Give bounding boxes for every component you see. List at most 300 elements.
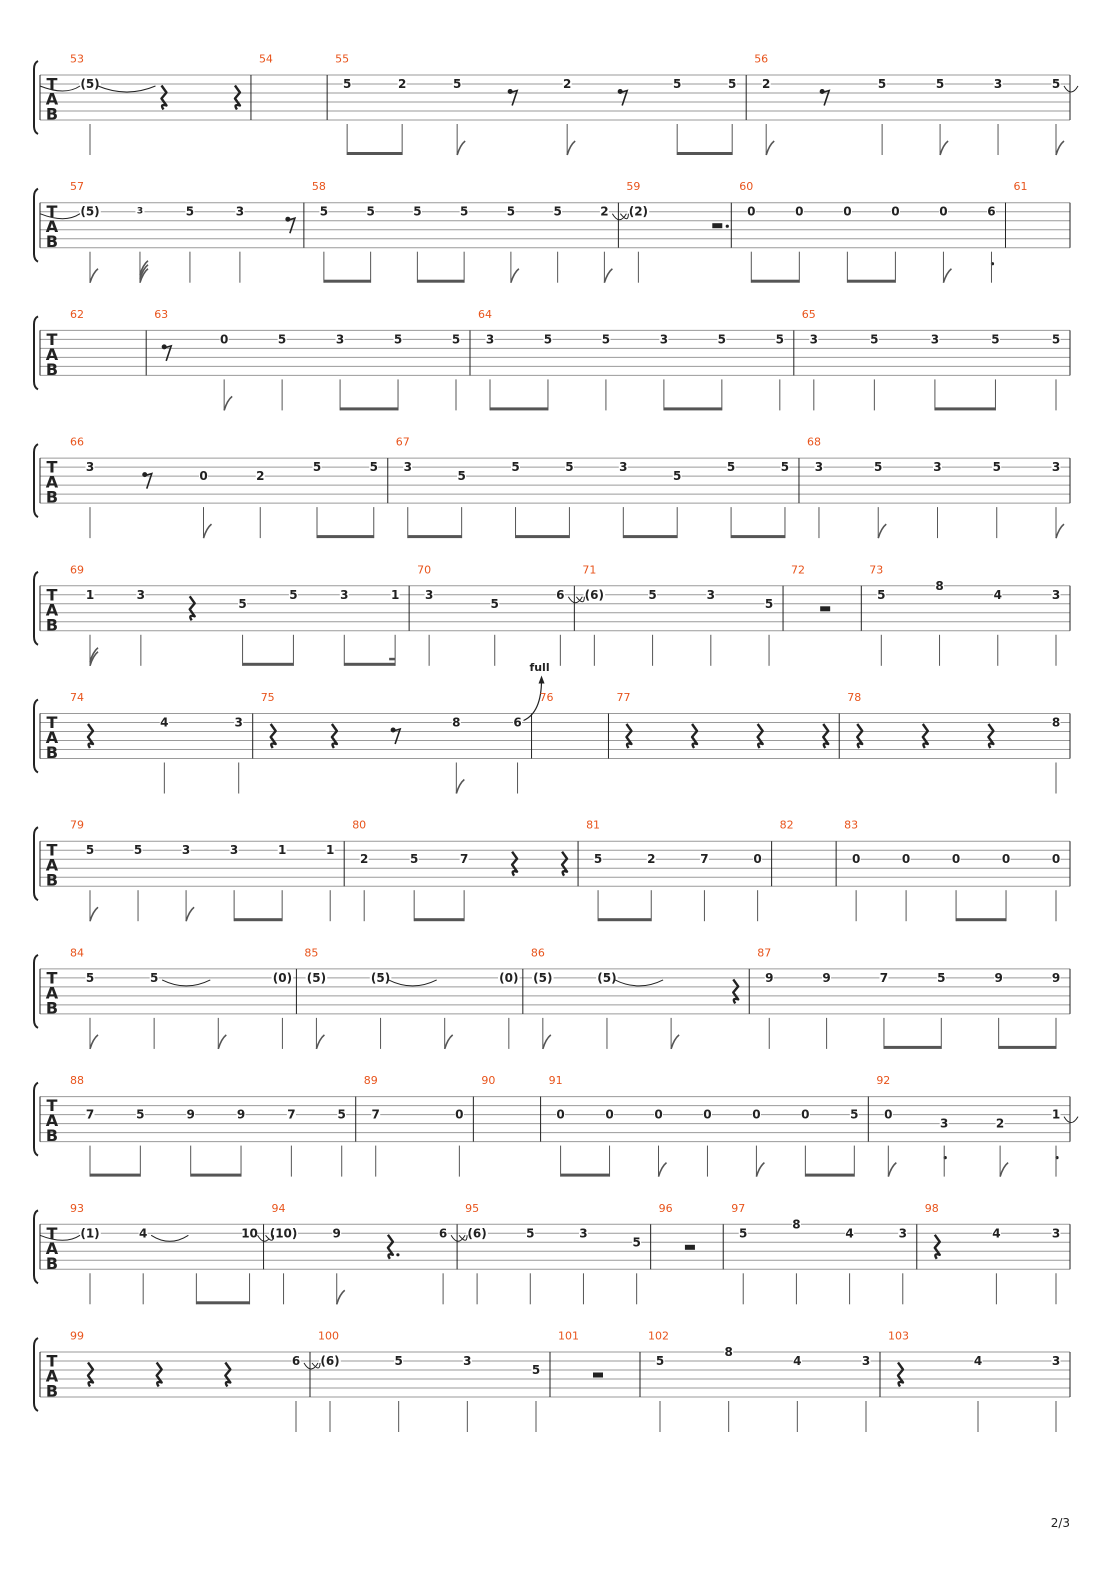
measure-number: 99 bbox=[70, 1329, 84, 1343]
fret-number: 5 bbox=[726, 460, 736, 475]
fret-number: 3 bbox=[861, 1354, 871, 1368]
tab-system bbox=[34, 53, 1078, 156]
note-flag bbox=[878, 524, 886, 538]
fret-number: 4 bbox=[139, 1226, 148, 1241]
quarter-rest bbox=[733, 979, 738, 1003]
fret-number: 0 bbox=[901, 852, 911, 867]
fret-number: 3 bbox=[1051, 587, 1061, 602]
fret-number: 0 bbox=[753, 852, 762, 867]
fret-number: 10 bbox=[241, 1226, 258, 1241]
fret-number: (2) bbox=[628, 204, 649, 219]
measure-number: 75 bbox=[260, 691, 275, 704]
measure-number: 89 bbox=[363, 1074, 378, 1088]
quarter-rest bbox=[923, 724, 928, 748]
note-flag bbox=[511, 269, 519, 283]
rest-dot bbox=[396, 1253, 399, 1256]
measure-number: 68 bbox=[806, 435, 821, 449]
quarter-rest bbox=[88, 724, 93, 748]
fret-number: 0 bbox=[884, 1107, 893, 1122]
note-flag bbox=[204, 524, 212, 538]
note-flag bbox=[316, 1035, 324, 1049]
fret-number: 5 bbox=[717, 332, 727, 347]
fret-number: 5 bbox=[655, 1354, 665, 1368]
note-flag bbox=[224, 396, 232, 410]
fret-number: (6) bbox=[467, 1226, 487, 1241]
fret-number: 5 bbox=[312, 460, 322, 475]
tab-measure bbox=[847, 691, 1070, 794]
fret-number: 3 bbox=[229, 843, 239, 858]
note-flag bbox=[337, 1290, 345, 1304]
note-beam bbox=[90, 1174, 140, 1177]
tab-system bbox=[34, 308, 1070, 411]
fret-number: (5) bbox=[597, 970, 617, 985]
tab-clef-letter: T bbox=[46, 74, 58, 94]
fret-number: (5) bbox=[533, 970, 553, 985]
fret-number: 0 bbox=[1051, 852, 1061, 867]
sub-beam bbox=[389, 658, 395, 661]
tab-measure bbox=[478, 308, 794, 411]
tab-measure bbox=[40, 53, 251, 156]
fret-number: 0 bbox=[801, 1107, 810, 1122]
tab-measure bbox=[154, 308, 470, 411]
fret-number: 5 bbox=[593, 852, 603, 867]
fret-number: 3 bbox=[340, 587, 349, 602]
fret-number: 7 bbox=[700, 852, 709, 867]
fret-number: 5 bbox=[850, 1107, 859, 1122]
tab-clef-letter: A bbox=[45, 1366, 59, 1386]
fret-number: 5 bbox=[739, 1226, 748, 1241]
tab-clef-letter: A bbox=[45, 1111, 59, 1131]
measure-number: 96 bbox=[658, 1201, 673, 1215]
fret-number: 3 bbox=[403, 460, 412, 475]
note-beam bbox=[751, 280, 799, 283]
measure-number: 74 bbox=[70, 691, 84, 704]
tab-clef-letter: B bbox=[45, 743, 59, 762]
tab-measure bbox=[739, 180, 1005, 283]
tab-clef-letter: B bbox=[45, 104, 59, 124]
tab-clef-letter: T bbox=[46, 1351, 58, 1371]
fret-number: 4 bbox=[993, 587, 1002, 602]
system-bracket bbox=[34, 1210, 38, 1283]
quarter-rest bbox=[388, 1235, 393, 1259]
measure-number: 97 bbox=[731, 1201, 746, 1215]
tab-clef-letter: A bbox=[45, 855, 59, 875]
note-beam bbox=[677, 152, 732, 155]
fret-number: 3 bbox=[1051, 1354, 1061, 1368]
fret-number: 5 bbox=[531, 1363, 541, 1377]
measure-number: 90 bbox=[481, 1074, 496, 1088]
quarter-rest bbox=[758, 724, 763, 748]
fret-number: 0 bbox=[939, 204, 948, 219]
tab-measure bbox=[70, 1330, 318, 1433]
tab-measure bbox=[70, 563, 409, 666]
fret-number: 9 bbox=[765, 970, 774, 985]
note-beam bbox=[516, 535, 570, 538]
tab-measure bbox=[844, 819, 1070, 922]
fret-number: 3 bbox=[659, 332, 669, 347]
fret-number: 3 bbox=[930, 332, 940, 347]
note-beam bbox=[561, 1174, 610, 1177]
fret-number: 5 bbox=[937, 970, 946, 985]
fret-number: 5 bbox=[992, 460, 1001, 475]
fret-number: 0 bbox=[851, 852, 861, 867]
fret-number: 5 bbox=[526, 1226, 535, 1241]
fret-number: 3 bbox=[619, 460, 628, 475]
note-beam bbox=[340, 407, 398, 410]
note-flag bbox=[671, 1035, 679, 1049]
fret-number: 2 bbox=[600, 204, 609, 219]
measure-number: 55 bbox=[335, 52, 350, 66]
system-bracket bbox=[34, 316, 38, 389]
fret-number: 7 bbox=[85, 1107, 95, 1122]
fret-number: 5 bbox=[136, 1107, 145, 1122]
note-beam bbox=[344, 663, 395, 666]
tie-arc bbox=[389, 980, 437, 986]
measure-number: 103 bbox=[888, 1329, 909, 1343]
measure-number: 63 bbox=[154, 307, 169, 321]
measure-number: 67 bbox=[395, 435, 410, 449]
tab-measure bbox=[780, 819, 837, 887]
quarter-rest bbox=[161, 86, 166, 110]
measure-number: 53 bbox=[70, 52, 84, 66]
fret-number: 9 bbox=[822, 970, 831, 985]
tab-clef-letter: A bbox=[45, 217, 59, 237]
measure-number: 77 bbox=[616, 691, 631, 704]
fret-number: 5 bbox=[1051, 77, 1061, 91]
system-bracket bbox=[34, 444, 38, 517]
fret-number: 5 bbox=[85, 970, 95, 985]
note-beam bbox=[598, 918, 651, 921]
note-beam bbox=[805, 1174, 854, 1177]
fret-number: 4 bbox=[160, 715, 169, 730]
fret-number: (1) bbox=[80, 1226, 100, 1241]
page-number: 2/3 bbox=[1050, 1516, 1070, 1530]
fret-number: 0 bbox=[752, 1107, 761, 1122]
fret-number: 1 bbox=[1051, 1107, 1061, 1122]
fret-number: 1 bbox=[390, 587, 400, 602]
tab-measure bbox=[531, 946, 749, 1049]
fret-number: 1 bbox=[326, 843, 335, 858]
fret-number: 7 bbox=[459, 852, 469, 867]
tab-measure bbox=[312, 1330, 550, 1433]
tab-measure bbox=[261, 661, 550, 794]
tab-measure bbox=[352, 819, 578, 922]
tie-arc bbox=[162, 980, 210, 986]
fret-number: 3 bbox=[1051, 1226, 1061, 1241]
note-flag bbox=[457, 141, 465, 155]
note-beam bbox=[664, 407, 722, 410]
quarter-rest bbox=[935, 1235, 940, 1259]
tab-clef-letter: T bbox=[46, 713, 58, 732]
fret-number: 3 bbox=[993, 77, 1003, 91]
fret-number: 0 bbox=[747, 204, 756, 219]
fret-number: 5 bbox=[337, 1107, 346, 1122]
tab-clef-letter: B bbox=[45, 1126, 59, 1146]
measure-number: 71 bbox=[582, 563, 597, 577]
fret-number: 3 bbox=[485, 332, 495, 347]
tab-system bbox=[34, 180, 1070, 283]
fret-number: 5 bbox=[457, 469, 466, 484]
measure-number: 64 bbox=[478, 307, 492, 321]
fret-number: 5 bbox=[409, 852, 419, 867]
fret-number: 0 bbox=[891, 204, 900, 219]
measure-number: 60 bbox=[739, 180, 754, 194]
system-bracket bbox=[34, 189, 38, 262]
measure-number: 54 bbox=[258, 52, 273, 66]
note-flag bbox=[604, 269, 612, 283]
fret-number: 3 bbox=[335, 332, 345, 347]
tab-measure bbox=[417, 563, 582, 666]
note-flag bbox=[940, 141, 948, 155]
tab-measure bbox=[335, 53, 746, 156]
fret-number: 5 bbox=[366, 204, 375, 219]
note-flag bbox=[888, 1163, 896, 1177]
tab-measure bbox=[70, 819, 344, 922]
fret-number: 5 bbox=[393, 332, 403, 347]
tab-measure bbox=[40, 180, 304, 283]
fret-number: 5 bbox=[133, 843, 143, 858]
fret-number: 5 bbox=[764, 596, 774, 611]
fret-number: 5 bbox=[775, 332, 784, 347]
note-flag bbox=[90, 907, 98, 921]
fret-number: 6 bbox=[513, 715, 522, 730]
measure-number: 80 bbox=[352, 818, 367, 832]
system-bracket bbox=[34, 700, 38, 773]
fret-number: 5 bbox=[506, 204, 516, 219]
fret-number: 0 bbox=[455, 1107, 464, 1122]
tab-measure bbox=[540, 691, 609, 759]
note-beam bbox=[490, 407, 548, 410]
fret-number: 5 bbox=[991, 332, 1000, 347]
quarter-rest bbox=[190, 596, 195, 620]
fret-number: 7 bbox=[371, 1107, 380, 1122]
fret-number: 3 bbox=[235, 204, 245, 219]
tab-clef-letter: T bbox=[46, 968, 58, 988]
tab-measure bbox=[876, 1074, 1078, 1177]
tab-measure bbox=[757, 946, 1070, 1049]
tab-clef-letter: A bbox=[45, 600, 59, 620]
fret-number: (5) bbox=[370, 970, 391, 985]
fret-number: 5 bbox=[238, 596, 247, 611]
measure-number: 65 bbox=[801, 307, 816, 321]
measure-number: 69 bbox=[70, 563, 84, 577]
tab-measure bbox=[481, 1074, 540, 1142]
fret-number: 0 bbox=[951, 852, 961, 867]
fret-number: 5 bbox=[451, 332, 461, 347]
tab-measure bbox=[70, 308, 146, 376]
tab-clef-letter: A bbox=[45, 983, 59, 1003]
fret-number: 5 bbox=[877, 587, 886, 602]
whole-rest bbox=[593, 1373, 603, 1378]
note-beam bbox=[884, 1046, 941, 1049]
fret-number: 5 bbox=[394, 1354, 403, 1368]
fret-number: 2 bbox=[762, 77, 771, 91]
fret-number: (5) bbox=[306, 970, 327, 985]
fret-number: 0 bbox=[843, 204, 852, 219]
note-flag bbox=[90, 1035, 98, 1049]
quarter-rest bbox=[823, 724, 828, 748]
note-beam bbox=[623, 535, 677, 538]
tab-clef-letter: B bbox=[45, 359, 59, 379]
fret-number: 4 bbox=[973, 1354, 983, 1368]
tab-measure bbox=[807, 436, 1070, 538]
note-flag bbox=[943, 269, 951, 283]
fret-number: (0) bbox=[272, 970, 293, 985]
tie-arc bbox=[612, 214, 626, 220]
tab-measure bbox=[620, 180, 731, 283]
fret-number: 5 bbox=[452, 77, 462, 91]
tab-system bbox=[34, 1202, 1070, 1305]
tab-clef-letter: A bbox=[45, 89, 59, 109]
fret-number: 6 bbox=[556, 587, 565, 602]
measure-number: 91 bbox=[548, 1074, 563, 1088]
fret-number: 5 bbox=[511, 460, 520, 475]
tie-arc bbox=[568, 597, 582, 603]
system-bracket bbox=[34, 1083, 38, 1156]
note-beam bbox=[324, 280, 371, 283]
tab-measure bbox=[70, 1074, 356, 1177]
system-bracket bbox=[34, 1338, 38, 1411]
note-flag bbox=[1000, 1163, 1008, 1177]
tab-clef-letter: T bbox=[46, 585, 58, 605]
fret-number: 0 bbox=[703, 1107, 712, 1122]
tab-measure bbox=[791, 563, 861, 631]
quarter-rest bbox=[562, 852, 567, 876]
fret-number: 2 bbox=[360, 852, 369, 867]
fret-number: 3 bbox=[234, 715, 243, 730]
measure-number: 58 bbox=[311, 180, 326, 194]
tie-arc bbox=[615, 980, 663, 986]
system-bracket bbox=[34, 572, 38, 645]
note-beam bbox=[847, 280, 895, 283]
fret-number: 9 bbox=[332, 1226, 341, 1241]
measure-number: 59 bbox=[626, 180, 641, 194]
tab-measure bbox=[586, 819, 772, 922]
note-beam bbox=[347, 152, 402, 155]
fret-number: 9 bbox=[236, 1107, 246, 1122]
measure-number: 93 bbox=[70, 1201, 84, 1215]
fret-number: 3 bbox=[940, 1116, 949, 1131]
tab-measure bbox=[648, 1330, 880, 1433]
fret-number: 3 bbox=[85, 460, 95, 475]
tab-clef-letter: T bbox=[46, 202, 58, 222]
tie-arc bbox=[451, 1235, 465, 1241]
tab-measure bbox=[40, 1202, 272, 1305]
fret-number: 2 bbox=[256, 469, 265, 484]
tab-clef-letter: T bbox=[46, 840, 58, 860]
note-flag bbox=[186, 907, 194, 921]
fret-number: 0 bbox=[1001, 852, 1011, 867]
tab-clef-letter: A bbox=[45, 344, 59, 364]
fret-number: 5 bbox=[319, 204, 329, 219]
fret-number: 8 bbox=[452, 715, 461, 730]
measure-number: 78 bbox=[847, 691, 862, 704]
measure-number: 56 bbox=[754, 52, 769, 66]
system-bracket bbox=[34, 827, 38, 900]
tab-system bbox=[34, 563, 1070, 666]
measure-number: 102 bbox=[648, 1329, 669, 1343]
tab-clef-letter: T bbox=[46, 1223, 58, 1243]
tab-measure bbox=[558, 1330, 640, 1398]
note-beam bbox=[191, 1174, 241, 1177]
measure-number: 86 bbox=[530, 946, 545, 960]
fret-number: 2 bbox=[562, 77, 572, 91]
fret-number: 0 bbox=[795, 204, 804, 219]
measure-number: 72 bbox=[791, 563, 806, 577]
measure-number: 62 bbox=[70, 307, 84, 321]
fret-number: 2 bbox=[397, 77, 407, 91]
quarter-rest bbox=[235, 86, 240, 110]
fret-number: 0 bbox=[605, 1107, 614, 1122]
whole-rest bbox=[820, 606, 830, 611]
note-flag bbox=[543, 1035, 551, 1049]
tab-clef-letter: T bbox=[46, 329, 58, 349]
measure-number: 87 bbox=[757, 946, 772, 960]
measure-number: 61 bbox=[1013, 180, 1028, 194]
tab-measure bbox=[731, 1202, 917, 1305]
tab-measure bbox=[70, 691, 253, 794]
fret-number: 5 bbox=[289, 587, 298, 602]
bend-arrow bbox=[539, 676, 545, 684]
fret-number: (10) bbox=[269, 1226, 298, 1241]
measure-number: 66 bbox=[70, 435, 84, 449]
fret-number: 5 bbox=[780, 460, 790, 475]
tab-system bbox=[34, 1074, 1078, 1177]
system-bracket bbox=[34, 955, 38, 1028]
note-flag bbox=[756, 1163, 764, 1177]
fret-number: 5 bbox=[277, 332, 287, 347]
tab-measure bbox=[259, 53, 327, 121]
fret-number: 1 bbox=[277, 843, 287, 858]
measure-number: 94 bbox=[271, 1201, 286, 1215]
note-beam bbox=[243, 663, 294, 666]
fret-number: (5) bbox=[80, 77, 100, 91]
tab-measure bbox=[869, 563, 1070, 666]
tab-measure bbox=[754, 53, 1078, 156]
quarter-rest bbox=[157, 1363, 162, 1387]
quarter-rest bbox=[271, 724, 276, 748]
fret-number: 2 bbox=[647, 852, 656, 867]
fret-number: 5 bbox=[673, 77, 682, 91]
half-rest bbox=[712, 223, 722, 228]
fret-number: 3 bbox=[809, 332, 818, 347]
fret-number: 5 bbox=[185, 204, 195, 219]
tab-measure bbox=[459, 1202, 651, 1305]
tab-clef-letter: T bbox=[46, 1096, 58, 1116]
fret-number: 4 bbox=[845, 1226, 854, 1241]
measure-number: 95 bbox=[465, 1201, 480, 1215]
measure-number: 79 bbox=[70, 818, 84, 832]
system-bracket bbox=[34, 61, 38, 134]
quarter-rest bbox=[898, 1363, 903, 1387]
measure-number: 73 bbox=[869, 563, 884, 577]
measure-number: 98 bbox=[924, 1201, 939, 1215]
measure-number: 70 bbox=[417, 563, 432, 577]
note-beam bbox=[414, 918, 464, 921]
fret-number: (0) bbox=[499, 970, 519, 985]
tab-system bbox=[34, 436, 1070, 538]
fret-number: 5 bbox=[553, 204, 562, 219]
fret-number: 5 bbox=[632, 1235, 641, 1250]
fret-number: 5 bbox=[342, 77, 352, 91]
tab-measure bbox=[888, 1330, 1070, 1433]
fret-number: 5 bbox=[877, 77, 887, 91]
fret-number: 3 bbox=[814, 460, 824, 475]
measure-number: 57 bbox=[70, 180, 84, 194]
fret-number: 4 bbox=[992, 1226, 1001, 1241]
fret-number: 6 bbox=[987, 204, 996, 219]
measure-number: 84 bbox=[70, 946, 84, 960]
